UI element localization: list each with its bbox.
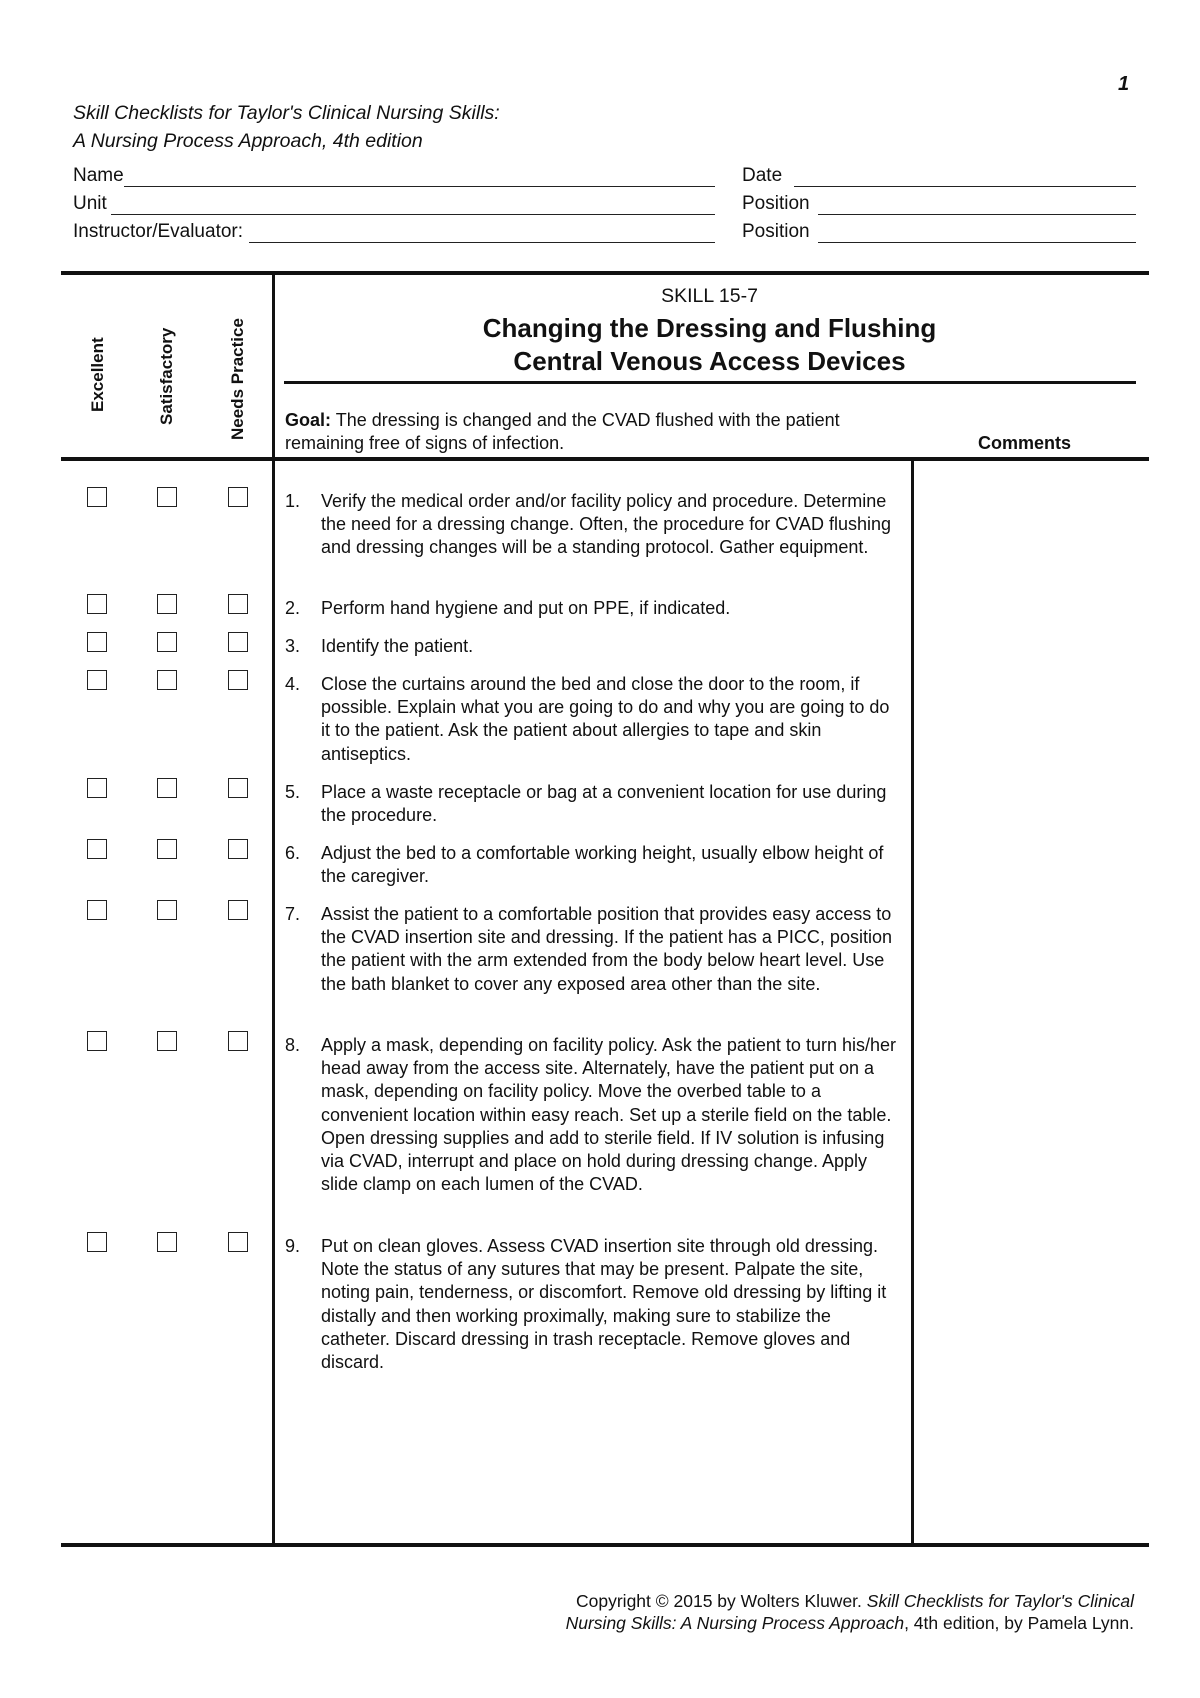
copyright-title-2: Nursing Skills: A Nursing Process Approach (565, 1612, 905, 1633)
book-title-line2: A Nursing Process Approach, 4th edition (73, 130, 423, 152)
skill-title-line1: Changing the Dressing and Flushing (482, 313, 937, 343)
step-text: Apply a mask, depending on facility policy. Ask the patient to turn his/her head away from the access site. Alternately, have the patient put on a mask, depending on facility policy. Move the overbed table to a convenient location within easy reach. Set up a sterile field on the table. Open dressing supplies and add to sterile field. If IV solution is infusing via CVAD, interrupt and place on hold during dressing change. Apply slide clamp on each lumen of the CVAD. (321, 1035, 896, 1195)
rating-column-divider (272, 273, 275, 1545)
position-label-1: Position (742, 193, 810, 214)
title-underline (284, 381, 1136, 384)
checkbox-needs-practice[interactable] (228, 778, 248, 798)
checkbox-needs-practice[interactable] (228, 632, 248, 652)
goal-text: The dressing is changed and the CVAD flushed with the patient remaining free of signs of infection. (285, 410, 840, 453)
instructor-field[interactable] (73, 217, 715, 243)
checkbox-satisfactory[interactable] (157, 487, 177, 507)
step-text: Put on clean gloves. Assess CVAD insertion site through old dressing. Note the status of any sutures that may be present. Palpate the site, noting pain, tenderness, or discomfort. Remove old dressing by lifting it distally and then working proximally, making sure to stabilize the catheter. Discard dressing in trash receptacle. Remove gloves and discard. (321, 1236, 887, 1373)
step-text: Adjust the bed to a comfortable working height, usually elbow height of the caregiver. (321, 843, 884, 887)
copyright-notice (480, 1591, 1134, 1634)
date-field[interactable] (742, 161, 1136, 187)
checkbox-satisfactory[interactable] (157, 1031, 177, 1051)
table-bottom-rule (61, 1543, 1149, 1547)
date-label: Date (742, 165, 783, 186)
table-top-rule (61, 271, 1149, 275)
comments-header: Comments (978, 433, 1072, 453)
skill-title-line2: Central Venous Access Devices (513, 346, 906, 376)
unit-field[interactable] (73, 189, 715, 215)
checkbox-excellent[interactable] (87, 778, 107, 798)
header-excellent: Excellent (88, 337, 107, 412)
checkbox-needs-practice[interactable] (228, 1232, 248, 1252)
step-number: 6. (285, 843, 301, 863)
position-field-1[interactable] (742, 189, 1136, 215)
header-satisfactory: Satisfactory (157, 327, 176, 425)
name-field[interactable] (73, 161, 715, 187)
checkbox-satisfactory[interactable] (157, 839, 177, 859)
checkbox-satisfactory[interactable] (157, 594, 177, 614)
checkbox-excellent[interactable] (87, 1031, 107, 1051)
step-text: Identify the patient. (321, 636, 474, 656)
step-number: 7. (285, 904, 301, 924)
position-label-2: Position (742, 221, 810, 242)
copyright-title-1: Skill Checklists for Taylor's Clinical (866, 1591, 1134, 1611)
unit-label: Unit (73, 193, 107, 214)
step-number: 2. (285, 598, 301, 618)
checkbox-needs-practice[interactable] (228, 594, 248, 614)
book-title (73, 99, 500, 155)
checkbox-excellent[interactable] (87, 670, 107, 690)
copyright-suffix: , 4th edition, by Pamela Lynn. (904, 1612, 1134, 1633)
checkbox-needs-practice[interactable] (228, 670, 248, 690)
comments-column-divider (911, 459, 914, 1545)
checkbox-satisfactory[interactable] (157, 632, 177, 652)
step-text: Assist the patient to a comfortable position that provides easy access to the CVAD insertion site and dressing. If the patient has a PICC, position the patient with the arm extended from the body below heart level. Use the bath blanket to cover any exposed area other than the site. (321, 904, 892, 994)
page-number: 1 (1118, 73, 1130, 95)
step-number: 1. (285, 491, 301, 511)
instructor-label: Instructor/Evaluator: (73, 221, 244, 242)
goal-label: Goal: (285, 410, 332, 430)
checkbox-needs-practice[interactable] (228, 900, 248, 920)
step-text: Perform hand hygiene and put on PPE, if indicated. (321, 598, 731, 618)
step-number: 3. (285, 636, 301, 656)
checkbox-excellent[interactable] (87, 632, 107, 652)
checkbox-excellent[interactable] (87, 1232, 107, 1252)
name-label: Name (73, 165, 124, 186)
checkbox-excellent[interactable] (87, 487, 107, 507)
step-text: Close the curtains around the bed and close the door to the room, if possible. Explain what you are going to do and why you are going to do it to the patient. Ask the patient about allergies to tape and skin antiseptics. (321, 674, 890, 764)
step-number: 5. (285, 782, 301, 802)
step-number: 8. (285, 1035, 301, 1055)
checkbox-satisfactory[interactable] (157, 1232, 177, 1252)
copyright-prefix: Copyright © 2015 by Wolters Kluwer. (576, 1591, 862, 1611)
step-number: 9. (285, 1236, 301, 1256)
position-field-2[interactable] (742, 217, 1136, 243)
table-header-rule (61, 457, 1149, 461)
checkbox-satisfactory[interactable] (157, 900, 177, 920)
skill-number: SKILL 15-7 (661, 285, 758, 307)
checkbox-needs-practice[interactable] (228, 839, 248, 859)
checkbox-satisfactory[interactable] (157, 670, 177, 690)
checkbox-satisfactory[interactable] (157, 778, 177, 798)
checkbox-needs-practice[interactable] (228, 1031, 248, 1051)
step-text: Verify the medical order and/or facility policy and procedure. Determine the need for a dressing change. Often, the procedure for CVAD flushing and dressing changes will be a standing protocol. Gather equipment. (321, 491, 892, 558)
step-number: 4. (285, 674, 301, 694)
goal-statement (285, 409, 905, 455)
step-text: Place a waste receptacle or bag at a convenient location for use during the procedure. (321, 782, 887, 826)
checkbox-excellent[interactable] (87, 839, 107, 859)
skill-title (282, 312, 1137, 378)
header-needs-practice: Needs Practice (228, 318, 247, 440)
checkbox-excellent[interactable] (87, 594, 107, 614)
book-title-line1: Skill Checklists for Taylor's Clinical Nursing Skills: (73, 102, 500, 124)
checkbox-needs-practice[interactable] (228, 487, 248, 507)
checkbox-excellent[interactable] (87, 900, 107, 920)
